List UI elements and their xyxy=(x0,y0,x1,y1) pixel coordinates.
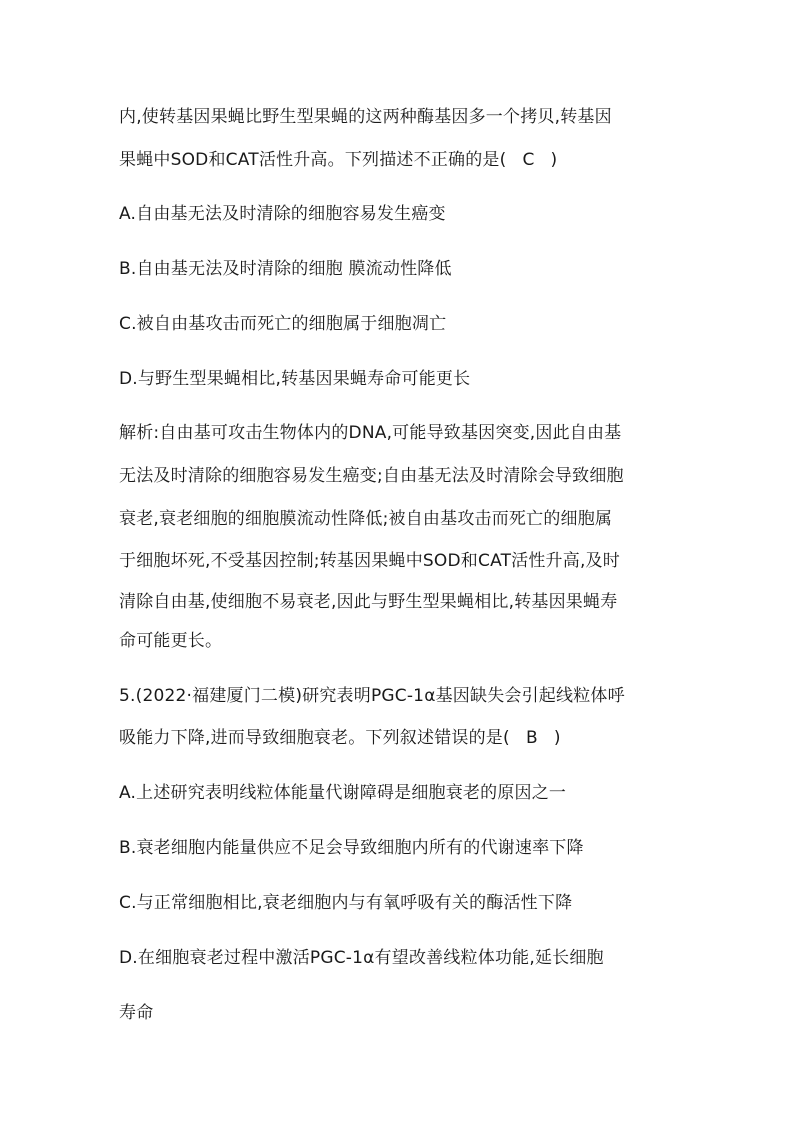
q5-option-a: A.上述研究表明线粒体能量代谢障碍是细胞衰老的原因之一 xyxy=(119,783,567,803)
q4-option-a: A.自由基无法及时清除的细胞容易发生癌变 xyxy=(119,204,446,224)
q4-option-d: D.与野生型果蝇相比,转基因果蝇寿命可能更长 xyxy=(119,369,471,389)
q4-stem-line-1: 内,使转基因果蝇比野生型果蝇的这两种酶基因多一个拷贝,转基因 xyxy=(119,107,612,127)
q5-stem-text: 吸能力下降,进而导致细胞衰老。下列叙述错误的是( xyxy=(119,728,510,748)
q4-analysis-line-4: 于细胞坏死,不受基因控制;转基因果蝇中SOD和CAT活性升高,及时 xyxy=(119,551,620,571)
q4-analysis-line-2: 无法及时清除的细胞容易发生癌变;自由基无法及时清除会导致细胞 xyxy=(119,466,624,486)
q5-option-c: C.与正常细胞相比,衰老细胞内与有氧呼吸有关的酶活性下降 xyxy=(119,893,573,913)
q4-analysis-line-1: 解析:自由基可攻击生物体内的DNA,可能导致基因突变,因此自由基 xyxy=(119,423,622,443)
q4-analysis-line-5: 清除自由基,使细胞不易衰老,因此与野生型果蝇相比,转基因果蝇寿 xyxy=(119,592,618,612)
q4-stem-text: 果蝇中SOD和CAT活性升高。下列描述不正确的是( xyxy=(119,150,507,170)
q4-answer: C xyxy=(522,150,535,170)
q4-analysis-line-6: 命可能更长。 xyxy=(119,631,223,651)
q4-stem-line-2 xyxy=(119,149,679,171)
q5-stem-line-1: 5.(2022·福建厦门二模)研究表明PGC-1α基因缺失会引起线粒体呼 xyxy=(119,686,625,706)
q5-option-d-line-2: 寿命 xyxy=(119,1003,154,1023)
q4-stem-close: ) xyxy=(550,150,558,170)
q5-stem-close: ) xyxy=(553,728,561,748)
q5-option-b: B.衰老细胞内能量供应不足会导致细胞内所有的代谢速率下降 xyxy=(119,838,584,858)
q4-analysis-line-3: 衰老,衰老细胞的细胞膜流动性降低;被自由基攻击而死亡的细胞属 xyxy=(119,509,613,529)
q4-option-c: C.被自由基攻击而死亡的细胞属于细胞凋亡 xyxy=(119,314,447,334)
q5-stem-line-2 xyxy=(119,727,679,749)
q4-option-b: B.自由基无法及时清除的细胞 膜流动性降低 xyxy=(119,259,452,279)
q5-option-d-line-1: D.在细胞衰老过程中激活PGC-1α有望改善线粒体功能,延长细胞 xyxy=(119,948,604,968)
q5-answer: B xyxy=(526,728,538,748)
